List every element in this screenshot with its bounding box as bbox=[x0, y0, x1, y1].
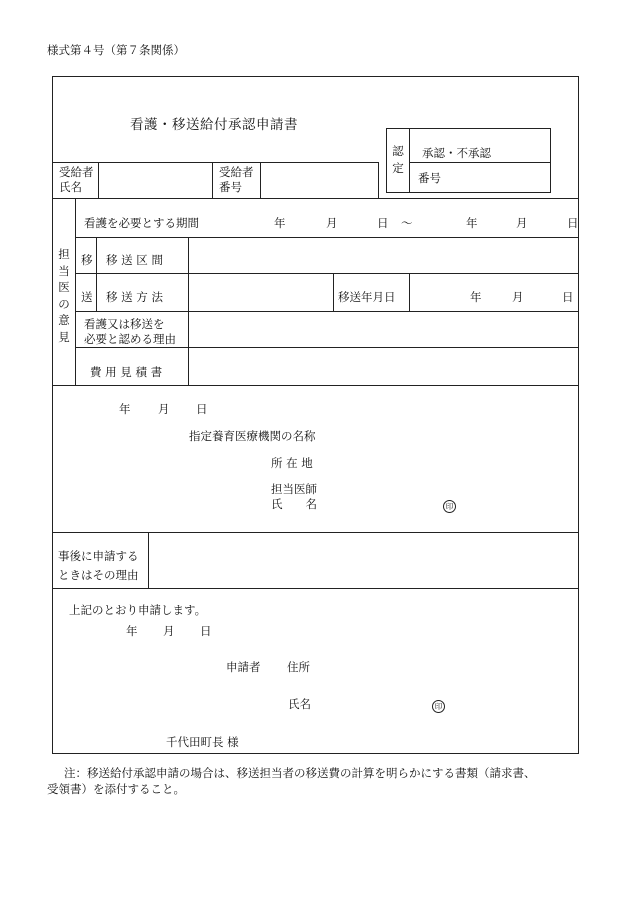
transport-date-year: 年 bbox=[470, 290, 482, 304]
applicant-statement: 上記のとおり申請します。 bbox=[69, 603, 207, 617]
transport-section-field[interactable] bbox=[189, 238, 578, 272]
transport-method-field[interactable] bbox=[189, 274, 332, 310]
nursing-period-label: 看護を必要とする期間 bbox=[84, 216, 199, 230]
transport-date-label: 移送年月日 bbox=[338, 290, 396, 304]
applicant-date-year: 年 bbox=[126, 624, 138, 638]
reason-label: 看護又は移送を 必要と認める理由 bbox=[84, 317, 176, 346]
applicant-date-day: 日 bbox=[200, 624, 212, 638]
post-application-label: 事後に申請する ときはその理由 bbox=[58, 549, 139, 582]
seal-icon: 印 bbox=[443, 500, 456, 513]
transport-mark-2: 送 bbox=[81, 290, 93, 304]
post-application-field[interactable] bbox=[149, 533, 578, 587]
period-to-month: 月 bbox=[516, 216, 528, 230]
period-to-year: 年 bbox=[466, 216, 478, 230]
transport-date-month: 月 bbox=[512, 290, 524, 304]
institution-date-year: 年 bbox=[119, 402, 131, 416]
form-number: 様式第４号（第７条関係） bbox=[47, 43, 185, 57]
cost-estimate-field[interactable] bbox=[189, 348, 578, 384]
recipient-number-label: 受給者 番号 bbox=[219, 165, 254, 194]
cost-estimate-label: 費 用 見 積 書 bbox=[90, 365, 163, 379]
seal-icon: 印 bbox=[432, 700, 445, 713]
transport-section-label: 移 送 区 間 bbox=[106, 253, 163, 267]
applicant-date-month: 月 bbox=[163, 624, 175, 638]
doctor-opinion-label: 担当医の意見 bbox=[58, 247, 70, 344]
transport-method-label: 移 送 方 法 bbox=[106, 290, 163, 304]
transport-mark-1: 移 bbox=[81, 253, 93, 267]
reason-field[interactable] bbox=[189, 312, 578, 346]
applicant-label: 申請者 bbox=[226, 660, 261, 674]
doctor-seal bbox=[443, 499, 456, 513]
doctor-name-label: 担当医師 氏 名 bbox=[271, 482, 317, 511]
approval-status-options[interactable]: 承認・不承認 bbox=[422, 146, 491, 160]
transport-date-day: 日 bbox=[562, 290, 574, 304]
addressee: 千代田町長 様 bbox=[166, 735, 239, 749]
note-line-1: 注：移送給付承認申請の場合は、移送担当者の移送費の計算を明らかにする書類（請求書、 bbox=[64, 766, 536, 780]
applicant-seal bbox=[432, 699, 445, 713]
approval-label: 認定 bbox=[392, 144, 404, 175]
period-from-year: 年 bbox=[274, 216, 286, 230]
applicant-address-label: 住所 bbox=[287, 660, 310, 674]
institution-name-label: 指定養育医療機関の名称 bbox=[189, 429, 316, 443]
applicant-name-label: 氏名 bbox=[288, 697, 311, 711]
institution-date-day: 日 bbox=[196, 402, 208, 416]
period-from-month: 月 bbox=[326, 216, 338, 230]
period-to-day: 日 bbox=[567, 216, 579, 230]
recipient-name-field[interactable] bbox=[99, 163, 211, 197]
institution-address-label: 所 在 地 bbox=[271, 456, 313, 470]
form-title: 看護・移送給付承認申請書 bbox=[130, 117, 298, 133]
recipient-name-label: 受給者 氏名 bbox=[59, 165, 94, 194]
period-from-day: 日 bbox=[377, 216, 389, 230]
note-line-2: 受領書）を添付すること。 bbox=[47, 782, 185, 796]
recipient-number-field[interactable] bbox=[261, 163, 377, 197]
period-tilde: ～ bbox=[401, 216, 413, 230]
institution-date-month: 月 bbox=[158, 402, 170, 416]
approval-number-label: 番号 bbox=[418, 171, 441, 185]
